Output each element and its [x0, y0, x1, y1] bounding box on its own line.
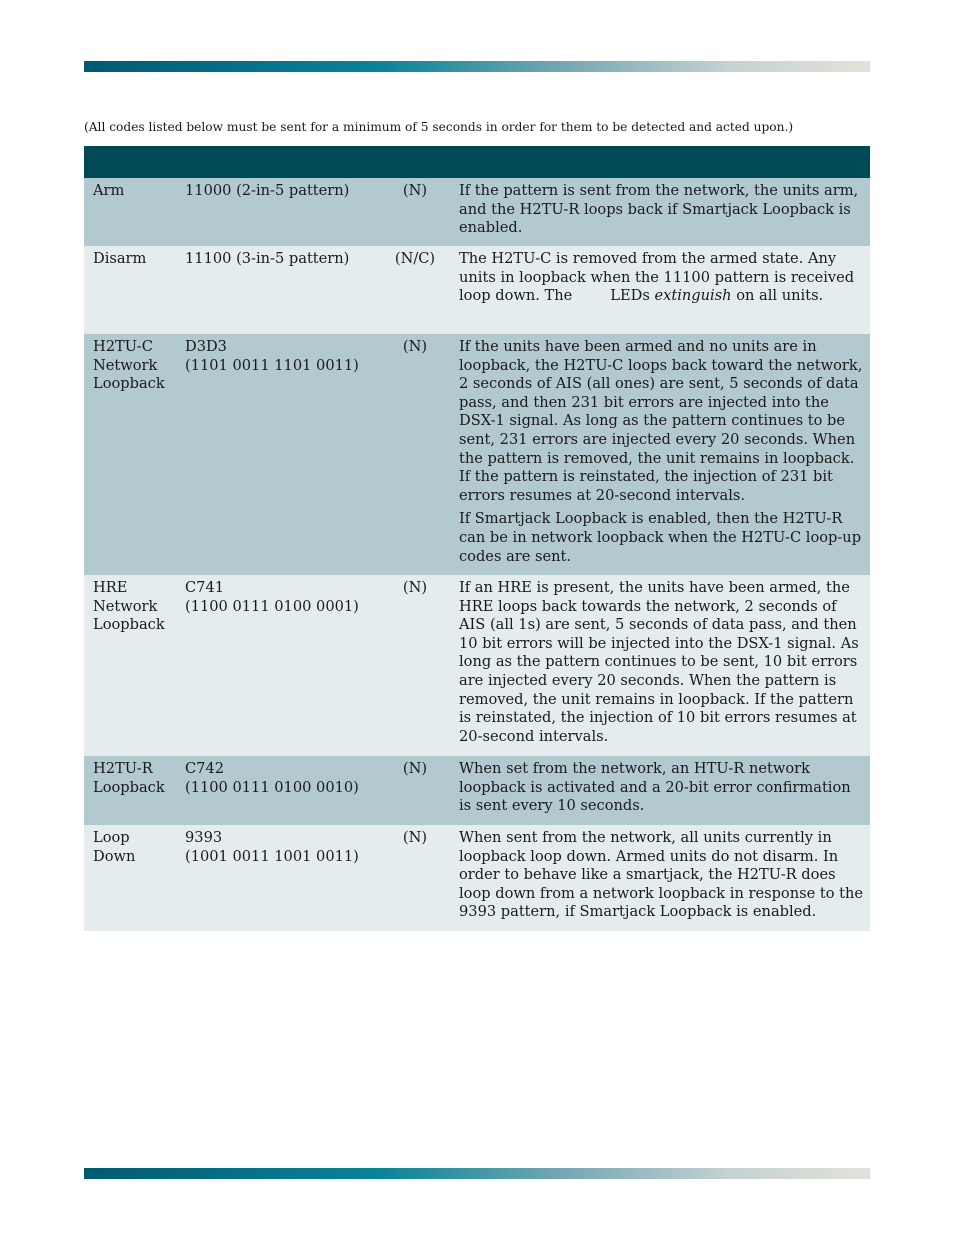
result-cell: If the units have been armed and no units are in loopback, the H2TU-C loops back toward the network, 2 seconds of AIS (all ones) are sent, 5 seconds of data pass, and then 231 bit errors are injected into the DSX-1 signal. As long as the pattern continues to be sent, 231 errors are injected every 20 seconds. When the pattern is removed, the unit remains in loopback. If the pattern is reinstated, the injection of 231 bit errors resumes at 20-second intervals. If Smartjack Loopback is enabled, then the H2TU-R can be in network loopback when the H2TU-C loop-up codes are sent.	[459, 338, 863, 565]
table-note: (All codes listed below must be sent for a minimum of 5 seconds in order for them to be detected and acted upon.)	[84, 120, 794, 134]
result-cell: If an HRE is present, the units have been armed, the HRE loops back towards the network, 2 seconds of AIS (all 1s) are sent, 5 seconds of data pass, and then 10 bit errors will be injected into the DSX-1 signal. As long as the pattern continues to be sent, 10 bit errors are injected every 20 seconds. When the pattern is removed, the unit remains in loopback. If the pattern is reinstated, the injection of 10 bit errors resumes at 20-second intervals.	[459, 579, 859, 745]
pattern-cell: C741 (1100 0111 0100 0001)	[185, 579, 359, 615]
code-cell: HRE Network Loopback	[93, 579, 165, 634]
code-cell: H2TU-C Network Loopback	[93, 338, 165, 393]
code-cell: Disarm	[93, 250, 147, 267]
pattern-cell: 11100 (3-in-5 pattern)	[185, 250, 350, 267]
table-row	[84, 334, 870, 575]
direction-cell: (N)	[402, 829, 428, 846]
direction-cell: (N)	[402, 182, 428, 199]
pattern-cell: 11000 (2-in-5 pattern)	[185, 182, 350, 199]
footer-gradient-bar	[84, 1168, 870, 1179]
direction-cell: (N/C)	[394, 250, 436, 267]
result-cell: When sent from the network, all units currently in loopback loop down. Armed units do not disarm. In order to behave like a smartjack, the H2TU-R does loop down from a network loopback in response to the 9393 pattern, if Smartjack Loopback is enabled.	[459, 829, 864, 921]
direction-cell: (N)	[402, 579, 428, 596]
code-cell: Loop Down	[93, 829, 136, 865]
direction-cell: (N)	[402, 338, 428, 355]
header-gradient-bar	[84, 61, 870, 72]
table-row	[84, 575, 870, 756]
direction-cell: (N)	[402, 760, 428, 777]
table-row	[84, 178, 870, 246]
loopback-codes-table	[84, 146, 870, 931]
code-cell: H2TU-R Loopback	[93, 760, 165, 796]
pattern-cell: D3D3 (1101 0011 1101 0011)	[185, 338, 359, 374]
result-cell: The H2TU-C is removed from the armed state. Any units in loopback when the 11100 pattern is received loop down. The LEDs extinguish on all units.	[459, 250, 855, 305]
code-cell: Arm	[93, 182, 125, 199]
table-row	[84, 756, 870, 825]
table-row	[84, 825, 870, 931]
result-cell: If the pattern is sent from the network, the units arm, and the H2TU-R loops back if Smartjack Loopback is enabled.	[459, 182, 859, 237]
table-row	[84, 246, 870, 334]
pattern-cell: C742 (1100 0111 0100 0010)	[185, 760, 359, 796]
result-cell: When set from the network, an HTU-R network loopback is activated and a 20-bit error confirmation is sent every 10 seconds.	[459, 760, 851, 815]
table-header	[84, 146, 870, 178]
pattern-cell: 9393 (1001 0011 1001 0011)	[185, 829, 359, 865]
